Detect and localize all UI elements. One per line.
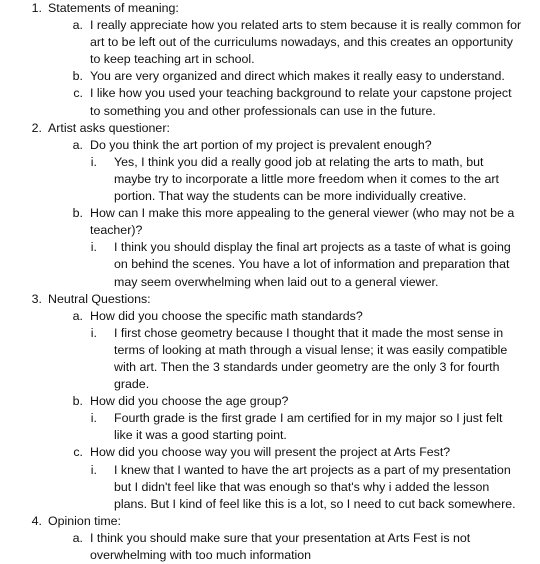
list-item-text: How can I make this more appealing to the general viewer (who may not be a teacher)? — [90, 206, 515, 238]
list-marker: a. — [72, 18, 83, 33]
list-marker: i. — [90, 411, 97, 426]
section-neutral-questions — [0, 291, 540, 308]
list-item — [0, 85, 540, 119]
section-title: Statements of meaning: — [48, 1, 179, 15]
sub-list-item — [0, 462, 540, 513]
list-item-text: I think you should display the final art projects as a taste of what is going on behind the scenes. You have a lot of information and preparation that may seem overwhelming when laid out to a general viewer. — [114, 240, 511, 289]
list-item-text: I really appreciate how you related arts to stem because it is really common for art to be left out of the curriculums nowadays, and this creates an opportunity to keep teaching art in school. — [90, 18, 522, 67]
list-marker: b. — [72, 206, 83, 221]
sub-list-item — [0, 239, 540, 290]
list-marker: a. — [72, 308, 83, 323]
list-item-text: I first chose geometry because I thought that it made the most sense in terms of looking at math through a visual lense; it was easily compatible with art. Then the 3 standards under geometry are the only 3 for fourth grade. — [114, 325, 508, 392]
list-item — [0, 444, 540, 461]
section-title: Neutral Questions: — [48, 291, 151, 306]
section-number: 1. — [31, 1, 42, 15]
list-item-text: Do you think the art portion of my project is prevalent enough? — [90, 137, 432, 152]
list-item — [0, 205, 540, 239]
list-marker: i. — [90, 154, 97, 169]
section-number: 2. — [31, 120, 42, 135]
list-item-text: Yes, I think you did a really good job at relating the arts to math, but maybe try to incorporate a little more freedom when it comes to the art portion. That way the students can be more individually creative. — [114, 154, 499, 204]
section-number: 3. — [31, 291, 42, 306]
list-marker: i. — [90, 240, 97, 255]
list-item — [0, 308, 540, 325]
section-artist-asks-questioner — [0, 120, 540, 137]
list-item-text: I like how you used your teaching background to relate your capstone project to something you and other professionals can use in the future. — [90, 86, 512, 118]
sub-list-item — [0, 154, 540, 205]
section-statements-of-meaning — [0, 0, 540, 17]
list-item-text: I think you should make sure that your presentation at Arts Fest is not overwhelming with too much information — [90, 530, 471, 562]
list-item — [0, 393, 540, 410]
section-title: Opinion time: — [48, 513, 122, 528]
list-marker: b. — [72, 69, 83, 84]
list-marker: a. — [72, 530, 83, 545]
list-item-text: I knew that I wanted to have the art projects as a part of my presentation but I didn't feel like that was enough so that's why i added the lesson plans. But I kind of feel like this is a lot, so I need to cut back somewhere. — [114, 462, 516, 511]
list-item-text: How did you choose the specific math standards? — [90, 308, 363, 323]
list-item — [0, 530, 540, 564]
sub-list-item — [0, 410, 540, 444]
section-opinion-time — [0, 513, 540, 530]
list-marker: c. — [73, 445, 83, 460]
list-item-text: How did you choose the age group? — [90, 394, 289, 409]
section-title: Artist asks questioner: — [48, 120, 170, 135]
list-item-text: You are very organized and direct which makes it really easy to understand. — [90, 69, 505, 84]
list-item-text: Fourth grade is the first grade I am certified for in my major so I just felt like it was a good starting point. — [114, 411, 503, 443]
list-marker: c. — [73, 86, 83, 101]
list-marker: i. — [90, 325, 97, 340]
list-marker: a. — [72, 137, 83, 152]
sub-list-item — [0, 325, 540, 393]
list-marker: b. — [72, 394, 83, 409]
list-item-text: How did you choose way you will present the project at Arts Fest? — [90, 445, 451, 460]
list-marker: i. — [90, 462, 97, 477]
list-item — [0, 68, 540, 85]
list-item — [0, 17, 540, 68]
list-item — [0, 137, 540, 154]
section-number: 4. — [31, 513, 42, 528]
